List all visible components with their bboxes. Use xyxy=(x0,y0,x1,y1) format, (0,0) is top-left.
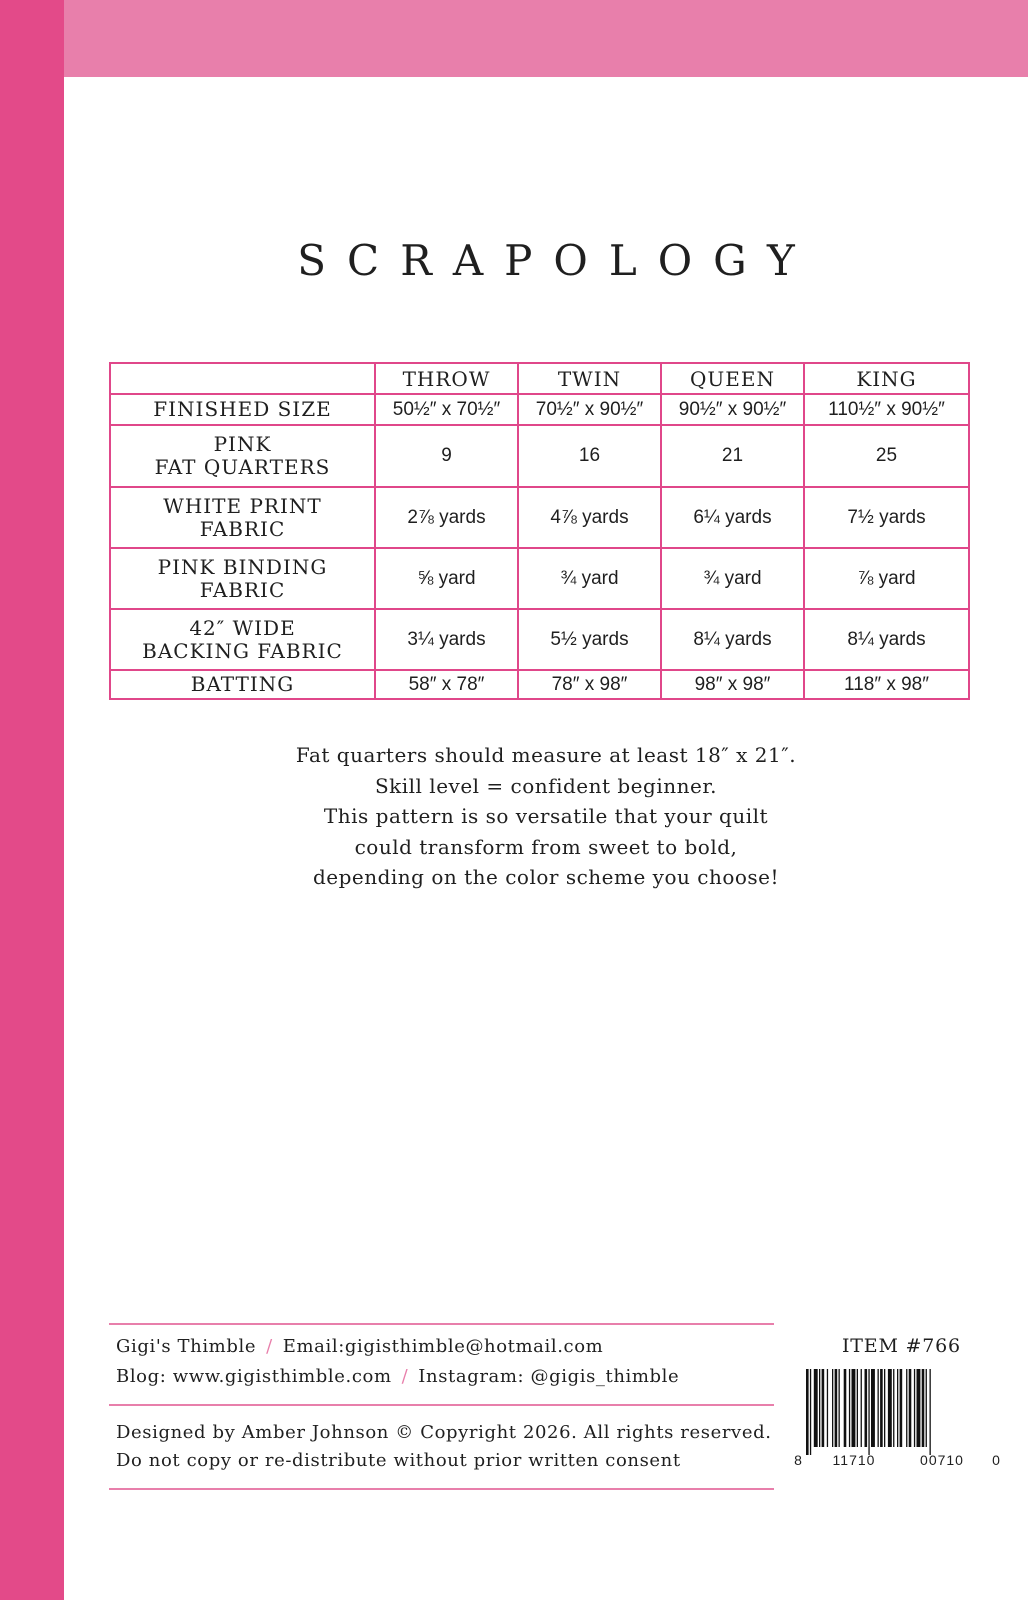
row-label-line: 42″ WIDE xyxy=(189,615,296,640)
fabric-requirements-table xyxy=(109,362,970,700)
table-cell: 110½″ x 90½″ xyxy=(804,394,969,425)
table-cell: ⅝ yard xyxy=(375,548,518,609)
row-label xyxy=(110,394,375,425)
footer-divider xyxy=(109,1488,774,1490)
table-cell: 8¼ yards xyxy=(804,609,969,670)
barcode-bar xyxy=(806,1369,809,1455)
table-cell: 98″ x 98″ xyxy=(661,670,804,699)
table-row xyxy=(110,394,969,425)
copyright-line: Designed by Amber Johnson © Copyright 2026. All rights reserved. xyxy=(116,1422,772,1443)
barcode-bar xyxy=(822,1369,825,1447)
table-cell: ¾ yard xyxy=(518,548,661,609)
row-label-line: BACKING FABRIC xyxy=(142,638,343,663)
row-label xyxy=(110,670,375,699)
instagram-text[interactable]: Instagram: @gigis_thimble xyxy=(418,1366,680,1387)
header-cell-twin: TWIN xyxy=(518,363,661,394)
barcode-digits-left: 11710 xyxy=(832,1452,876,1467)
barcode-bar xyxy=(880,1369,883,1447)
header-cell-throw: THROW xyxy=(375,363,518,394)
table-cell: 16 xyxy=(518,425,661,487)
barcode-bar xyxy=(917,1369,921,1447)
table-cell: 9 xyxy=(375,425,518,487)
row-label-line: PINK xyxy=(213,432,272,456)
barcode-bar xyxy=(819,1369,820,1447)
row-label-line: FABRIC xyxy=(199,577,286,602)
table-row xyxy=(110,670,969,699)
barcode-bar xyxy=(852,1369,856,1447)
note-line: Skill level = confident beginner. xyxy=(374,773,718,798)
barcode-bar xyxy=(888,1369,892,1447)
barcode-bar xyxy=(868,1369,869,1455)
barcode-bar xyxy=(814,1369,818,1447)
barcode-bars xyxy=(806,1369,931,1455)
note-line: Fat quarters should measure at least 18″ x 21″. xyxy=(295,743,797,767)
table-cell: 3¼ yards xyxy=(375,609,518,670)
row-label xyxy=(110,609,375,670)
row-label-line: FABRIC xyxy=(199,516,286,541)
table-cell: 2⅞ yards xyxy=(375,487,518,548)
note-line: could transform from sweet to bold, xyxy=(354,834,738,859)
table-cell: 6¼ yards xyxy=(661,487,804,548)
table-cell: 78″ x 98″ xyxy=(518,670,661,699)
barcode-bar xyxy=(827,1369,828,1447)
table-cell: 118″ x 98″ xyxy=(804,670,969,699)
barcode-bar xyxy=(810,1369,811,1455)
row-label xyxy=(110,487,375,548)
footer-contact-line xyxy=(116,1336,603,1357)
row-label xyxy=(110,425,375,487)
barcode-bar xyxy=(897,1369,898,1447)
header-cell-king: KING xyxy=(804,363,969,394)
table-header-row xyxy=(110,363,969,394)
barcode-bar xyxy=(832,1369,833,1447)
table-cell: 5½ yards xyxy=(518,609,661,670)
note-line: depending on the color scheme you choose! xyxy=(312,865,780,889)
blog-text[interactable]: Blog: www.gigisthimble.com xyxy=(116,1366,392,1387)
row-label-line: FAT QUARTERS xyxy=(154,455,331,479)
barcode-bar xyxy=(865,1369,868,1447)
barcode-digit-system: 8 xyxy=(794,1452,802,1467)
barcode-digits-right: 00710 xyxy=(920,1452,964,1467)
barcode-bar xyxy=(906,1369,907,1447)
table-cell: 25 xyxy=(804,425,969,487)
row-label xyxy=(110,548,375,609)
top-color-band xyxy=(64,0,1028,77)
table-row xyxy=(110,487,969,548)
barcode-bar xyxy=(926,1369,927,1447)
row-label-line: FINISHED SIZE xyxy=(153,397,332,421)
barcode-bar xyxy=(893,1369,894,1447)
barcode-bar xyxy=(835,1369,838,1447)
note-line: This pattern is so versatile that your quilt xyxy=(323,804,769,828)
pattern-title: SCRAPOLOGY xyxy=(297,236,816,285)
side-color-band xyxy=(0,0,64,1600)
footer-web-line xyxy=(116,1366,679,1387)
table-cell: 4⅞ yards xyxy=(518,487,661,548)
table-cell: 70½″ x 90½″ xyxy=(518,394,661,425)
email-text[interactable]: Email:gigisthimble@hotmail.com xyxy=(282,1336,604,1357)
barcode-icon xyxy=(794,1369,1000,1467)
table-row xyxy=(110,609,969,670)
barcode-bar xyxy=(861,1369,862,1447)
row-label-line: PINK BINDING xyxy=(157,554,328,579)
table-cell: 50½″ x 70½″ xyxy=(375,394,518,425)
pattern-notes xyxy=(64,740,1028,893)
barcode-bar xyxy=(884,1369,885,1447)
separator: / xyxy=(266,1336,273,1357)
table-cell: 58″ x 78″ xyxy=(375,670,518,699)
barcode-bar xyxy=(878,1369,879,1447)
barcode-bar xyxy=(930,1369,931,1455)
table-row xyxy=(110,425,969,487)
footer-divider xyxy=(109,1323,774,1325)
header-cell-empty xyxy=(110,363,375,394)
barcode-bar xyxy=(914,1369,915,1447)
barcode-bar xyxy=(909,1369,912,1447)
company-name: Gigi's Thimble xyxy=(116,1336,257,1357)
barcode-bar xyxy=(922,1369,925,1447)
table-cell: 8¼ yards xyxy=(661,609,804,670)
table-cell: 90½″ x 90½″ xyxy=(661,394,804,425)
table-cell: ⅞ yard xyxy=(804,548,969,609)
table-cell: 21 xyxy=(661,425,804,487)
table-cell: ¾ yard xyxy=(661,548,804,609)
barcode-bar xyxy=(857,1369,858,1447)
barcode-bar xyxy=(849,1369,850,1447)
header-cell-queen: QUEEN xyxy=(661,363,804,394)
barcode-bar xyxy=(871,1369,875,1447)
barcode-bar xyxy=(839,1369,840,1447)
barcode-bar xyxy=(900,1369,903,1447)
row-label-line: WHITE PRINT xyxy=(163,493,322,518)
footer-divider xyxy=(109,1404,774,1406)
table-row xyxy=(110,548,969,609)
notice-line: Do not copy or re-distribute without prior written consent xyxy=(116,1450,681,1471)
separator: / xyxy=(401,1366,409,1387)
item-number: ITEM #766 xyxy=(842,1335,961,1357)
barcode-bar xyxy=(844,1369,847,1447)
row-label-line: BATTING xyxy=(190,672,295,696)
barcode-digit-check: 0 xyxy=(992,1452,1000,1467)
table-cell: 7½ yards xyxy=(804,487,969,548)
